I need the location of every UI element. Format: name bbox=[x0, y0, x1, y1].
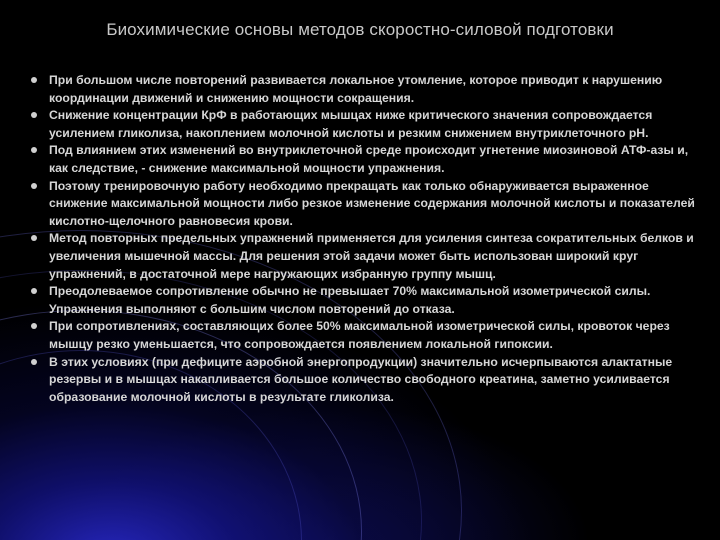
bullet-icon bbox=[31, 359, 37, 365]
list-item-text: Снижение концентрации КрФ в работающих мышцах ниже критического значения сопровождается усилением гликолиза, накоплением молочной кислоты и резким снижением внутриклеточного рН. bbox=[49, 108, 653, 140]
list-item-text: Поэтому тренировочную работу необходимо прекращать как только обнаруживается выраженное снижение максимальной мощности либо резкое изменение содержания молочной кислоты и показателей кислотно-щелочного равновесия крови. bbox=[49, 178, 695, 228]
list-item bbox=[29, 318, 709, 353]
list-item bbox=[29, 107, 709, 142]
list-item bbox=[29, 354, 709, 407]
bullet-icon bbox=[31, 235, 37, 241]
bullet-icon bbox=[31, 288, 37, 294]
list-item bbox=[29, 72, 709, 107]
list-item bbox=[29, 283, 709, 318]
bullet-icon bbox=[31, 323, 37, 329]
list-item bbox=[29, 230, 709, 283]
list-item-text: Под влиянием этих изменений во внутриклеточной среде происходит угнетение миозиновой АТФ-азы и, как следствие, - снижение максимальной мощности упражнения. bbox=[49, 143, 689, 175]
slide-title: Биохимические основы методов скоростно-силовой подготовки bbox=[106, 20, 614, 39]
list-item bbox=[29, 142, 709, 177]
list-item-text: При большом числе повторений развивается локальное утомление, которое приводит к нарушению координации движений и снижению мощности сокращения. bbox=[49, 73, 663, 105]
bullet-icon bbox=[31, 147, 37, 153]
bullet-icon bbox=[31, 112, 37, 118]
list-item-text: При сопротивлениях, составляющих более 50% максимальной изометрической силы, кровоток через мышцу резко уменьшается, что сопровождается появлением локальной гипоксии. bbox=[49, 319, 670, 351]
bullet-icon bbox=[31, 183, 37, 189]
bullet-list bbox=[29, 72, 709, 406]
list-item-text: В этих условиях (при дефиците аэробной энергопродукции) значительно исчерпываются алактатные резервы и в мышцах накапливается большое количество свободного креатина, заметно усиливается образование молочной кислоты в результате гликолиза. bbox=[49, 354, 673, 404]
bullet-icon bbox=[31, 77, 37, 83]
list-item bbox=[29, 178, 709, 231]
list-item-text: Метод повторных предельных упражнений применяется для усиления синтеза сократительных белков и увеличения мышечной массы. Для решения этой задачи может быть использован широкий круг упражнений, в достаточной мере нагружающих избранную группу мышц. bbox=[49, 231, 694, 281]
list-item-text: Преодолеваемое сопротивление обычно не превышает 70% максимальной изометрической силы. Упражнения выполняют с большим числом повторений до отказа. bbox=[49, 284, 651, 316]
